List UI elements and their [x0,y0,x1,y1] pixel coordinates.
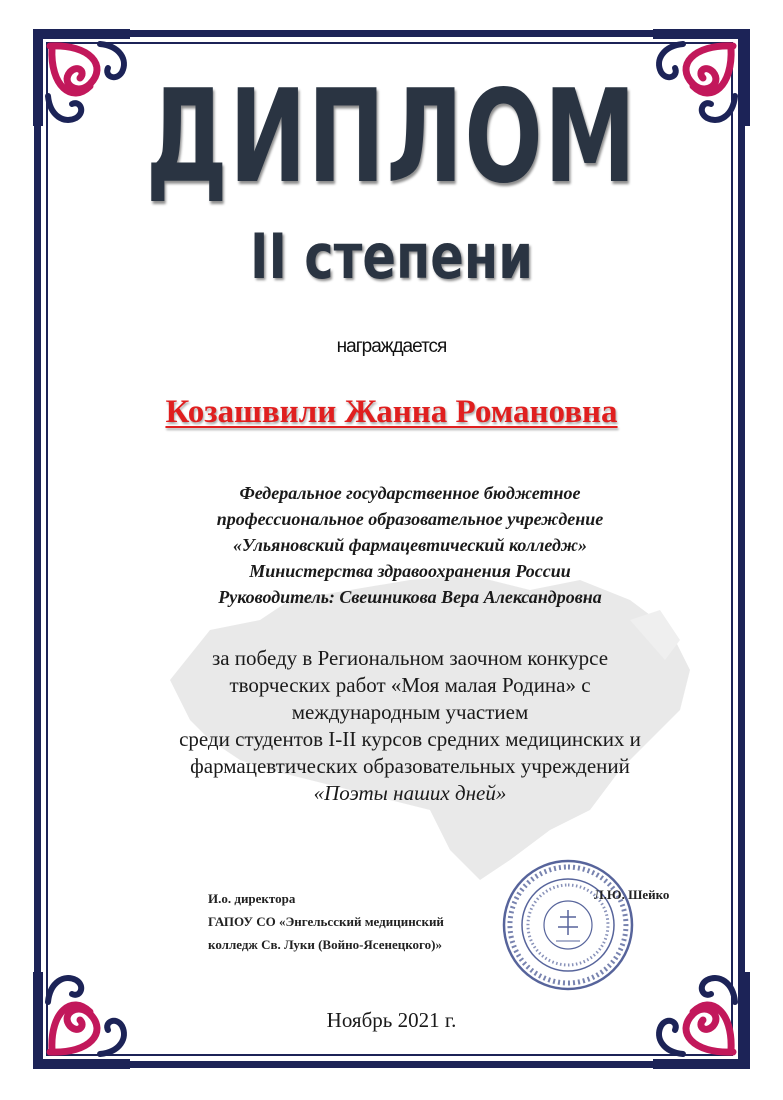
organization-line: профессиональное образовательное учреждение [216,509,604,529]
awarded-label: награждается [336,336,447,357]
organization-block [0,480,783,610]
diploma-title: ДИПЛОМ [145,63,638,212]
signature-line: И.о. директора [208,891,296,906]
signature-line: ГАПОУ СО «Энгельсский медицинский [208,914,444,929]
reason-line: за победу в Региональном заочном конкурсе [211,646,609,670]
signature-line: колледж Св. Луки (Войно-Ясенецкого)» [208,937,442,952]
organization-line: Министерства здравоохранения России [249,561,571,581]
organization-line: Руководитель: Свешникова Вера Александровна [218,587,602,607]
reason-line: среди студентов I-II курсов средних медицинских и [179,727,641,751]
recipient-name: Козашвили Жанна Романовна [165,394,618,430]
organization-line: «Ульяновский фармацевтический колледж» [232,535,588,555]
award-reason [0,645,783,807]
reason-line: творческих работ «Моя малая Родина» с [229,673,591,697]
organization-line: Федеральное государственное бюджетное [239,483,581,503]
issue-date: Ноябрь 2021 г. [326,1008,457,1032]
round-seal-icon [498,855,638,995]
contest-name: «Поэты наших дней» [313,781,507,805]
reason-line: международным участием [291,700,529,724]
reason-line: фармацевтических образовательных учреждений [190,754,630,778]
signature-block [208,887,444,956]
diploma-degree: II степени [250,220,533,293]
signer-name: Л.Ю. Шейко [594,887,670,902]
